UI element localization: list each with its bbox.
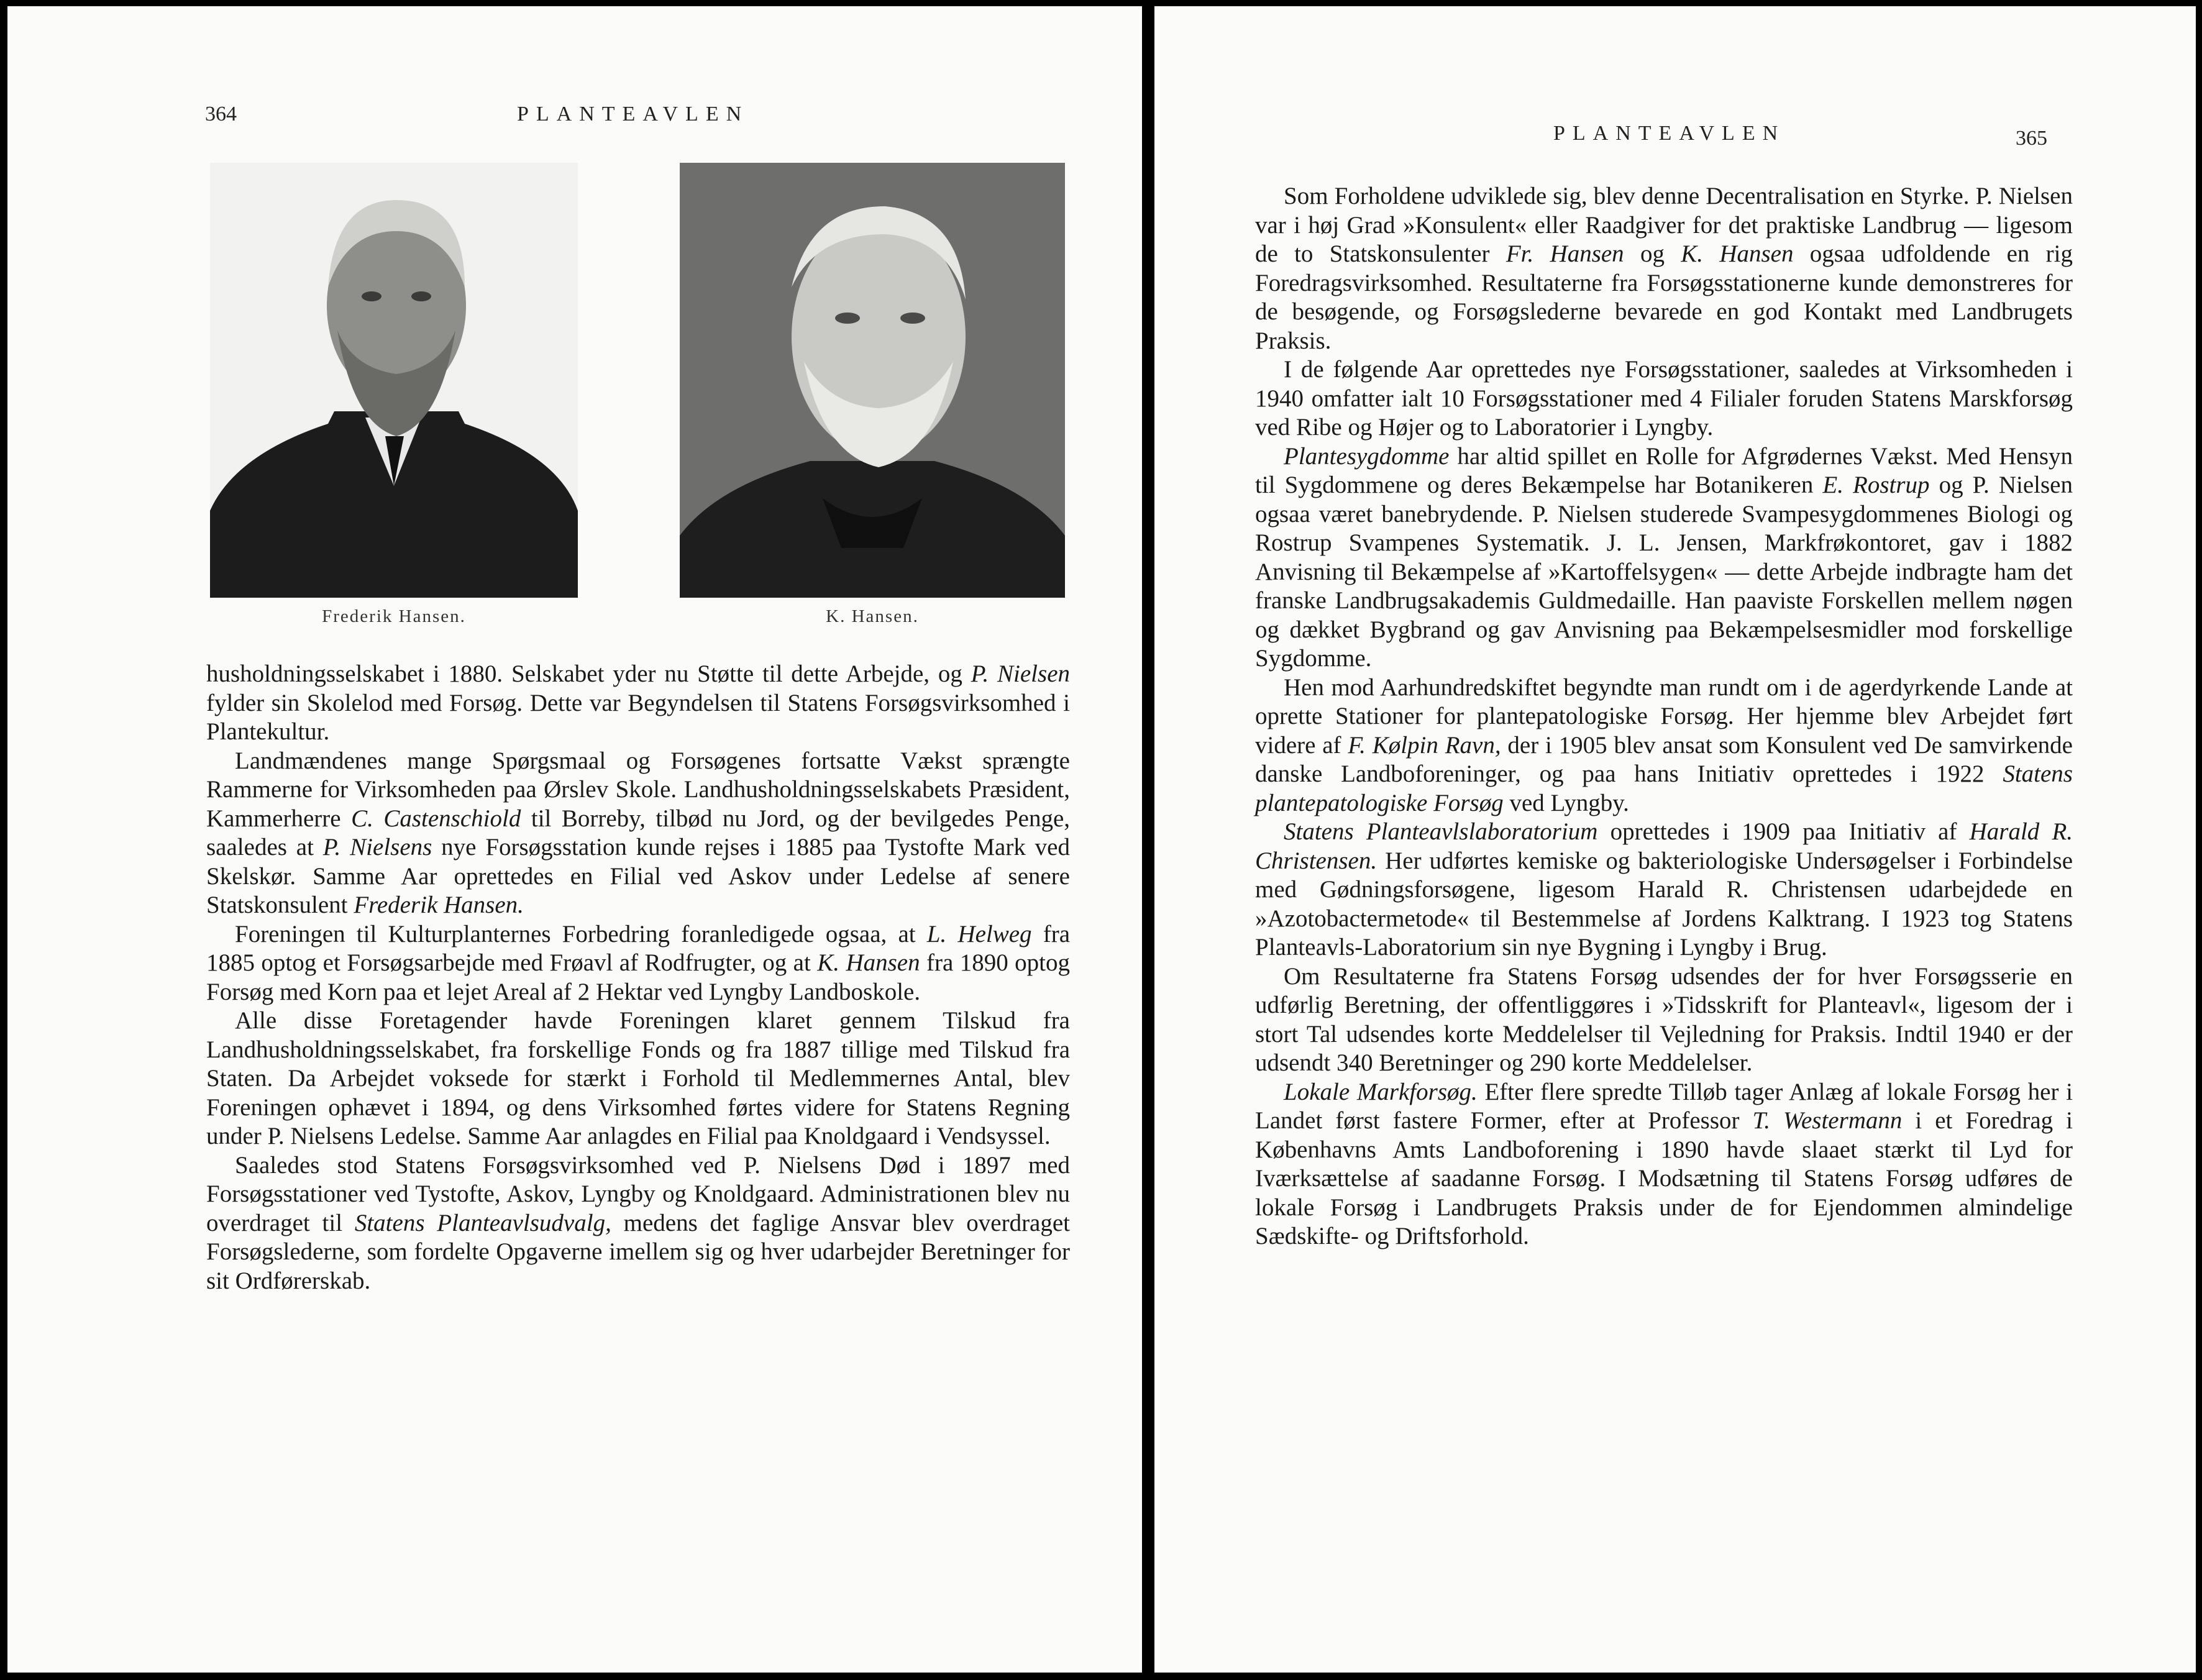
text-run: Landmændenes mange Spørgsmaal og Forsøgenes fortsatte Vækst sprængte Rammerne for Virksomheden paa Ørslev Skole. Landhusholdningsselskabets Præsident, Kammerherre [206,747,1070,832]
text-run: fylder sin Skolelod med Forsøg. Dette var Begyndelsen til Statens Forsøgsvirksomhed i Plantekultur. [206,689,1070,745]
text-run: Frederik Hansen. [354,892,524,918]
text-run: Foreningen til Kulturplanternes Forbedring foranledigede ogsaa, at [235,920,927,947]
right-page [1154,6,2196,1673]
text-run: K. Hansen [817,949,920,976]
text-run: Statens Planteavlslaboratorium [1284,818,1598,845]
text-run: P. Nielsens [322,834,432,861]
portrait-frederik-hansen-image [210,163,578,598]
text-run: Efter flere spredte Tilløb tager Anlæg af lokale Forsøg her i Landet først fastere Former, efter at Professor [1255,1078,2073,1134]
caption-frederik-hansen: Frederik Hansen. [322,606,466,626]
text-run: P. Nielsen [971,660,1071,687]
paragraph [1255,962,2073,1078]
portrait-k-hansen [680,163,1065,598]
right-body-text [1255,182,2073,1251]
paragraph [206,1007,1070,1151]
portrait-k-hansen-image [680,163,1065,598]
text-run: der i 1905 blev ansat som Konsulent ved De samvirkende danske Landboforeninger, og paa hans Initiativ oprettedes i 1922 [1255,731,2073,787]
text-run: I de følgende Aar oprettedes nye Forsøgsstationer, saaledes at Virksomheden i 1940 omfatter ialt 10 Forsøgsstationer med 4 Filialer foruden Statens Marskforsøg ved Ribe og Højer og to Laboratorier i Lyngby. [1255,356,2073,441]
text-run: og [1624,240,1681,267]
text-run: Lokale Markforsøg. [1284,1078,1478,1105]
text-run: til Borreby, tilbød nu Jord, og der bevilgedes Penge, saaledes at [206,805,1071,861]
text-run: C. Castenschiold [351,805,521,832]
text-run: K. Hansen [1681,240,1794,267]
text-run: og P. Nielsen ogsaa været banebrydende. P. Nielsen studerede Svampesygdommenes Biologi og Rostrup Svampenes Systematik. J. L. Jensen, Markfrøkontoret, gav i 1882 Anvisning til Bekæmpelse af »Kartoffelsygen« — dette Arbejde indbragte ham det franske Landbrugsakademis Guldmedaille. Han paaviste Forskellen mellem nøgen og dækket Bygbrand og gav Anvisning paa Bekæmpelsesmidler mod forskellige Sygdomme. [1255,472,2073,672]
text-run: Plantesygdomme [1284,442,1450,470]
text-run: Som Forholdene udviklede sig, blev denne Decentralisation en Styrke. P. Nielsen var i høj Grad »Konsulent« eller Raadgiver for det praktiske Landbrug — ligesom de to Statskonsulenter [1255,183,2073,267]
text-run: fra 1890 optog Forsøg med Korn paa et lejet Areal af 2 Hektar ved Lyngby Landboskole. [206,949,1070,1005]
text-run: Fr. Hansen [1505,240,1624,267]
text-run: nye Forsøgsstation kunde rejses i 1885 paa Tystofte Mark ved Skelskør. Samme Aar oprettedes en Filial ved Askov under Ledelse af senere Statskonsulent [206,834,1070,918]
text-run: medens det faglige Ansvar blev overdraget Forsøgslederne, som fordelte Opgaverne imellem sig og hver udarbejder Beretninger for sit Ordførerskab. [206,1209,1071,1294]
text-run: Saaledes stod Statens Forsøgsvirksomhed ved P. Nielsens Død i 1897 med Forsøgsstationer ved Tystofte, Askov, Lyngby og Knoldgaard. Administrationen blev nu overdraget til [206,1151,1070,1236]
text-run: ved Lyngby. [1503,789,1629,816]
paragraph [206,920,1070,1007]
paragraph [1255,1078,2073,1251]
text-run: E. Rostrup [1822,472,1930,498]
text-run: Harald R. Christensen. [1255,818,2073,874]
text-run: oprettedes i 1909 paa Initiativ af [1597,818,1970,845]
text-run: T. Westermann [1752,1107,1903,1134]
running-head: PLANTEAVLEN [1553,122,1786,145]
text-run: Hen mod Aarhundredskiftet begyndte man rundt om i de agerdyrkende Lande at oprette Stationer for plantepatologiske Forsøg. Her hjemme blev Arbejdet ført videre af [1255,673,2073,759]
text-run: i et Foredrag i Københavns Amts Landboforening i 1890 havde slaaet stærkt til Lyd for Iværksættelse af saadanne Forsøg. I Modsætning til Statens Forsøg udføres de lokale Forsøg i Landbrugets Praksis under de for Ejendommen almindelige Sædskifte- og Driftsforhold. [1255,1107,2073,1249]
caption-k-hansen: K. Hansen. [826,606,919,626]
paragraph [1255,818,2073,962]
text-run: Om Resultaterne fra Statens Forsøg udsendes der for hver Forsøgsserie en udførlig Beretning, der offentliggøres i »Tidsskrift for Planteavl«, ligesom der i stort Tal udsendes korte Meddelelser til Vejledning for Praksis. Indtil 1940 er der udsendt 340 Beretninger og 290 korte Meddelelser. [1255,962,2073,1076]
text-run: F. Kølpin Ravn, [1348,731,1501,759]
paragraph [206,660,1070,747]
text-run: Statens plantepatologiske Forsøg [1255,760,2073,816]
text-run: fra 1885 optog et Forsøgsarbejde med Frøavl af Rodfrugter, og at [206,920,1070,976]
text-run: har altid spillet en Rolle for Afgrødernes Vækst. Med Hensyn til Sygdommene og deres Bekæmpelse har Botanikeren [1255,442,2073,498]
page-number: 365 [2016,127,2047,150]
paragraph [1255,673,2073,818]
paragraph [1255,442,2073,673]
left-page [7,6,1142,1673]
paragraph [1255,355,2073,442]
text-run: Statens Planteavlsudvalg, [354,1209,611,1236]
page-number: 364 [205,103,237,126]
portrait-frederik-hansen [210,163,578,598]
text-run: Her udførtes kemiske og bakteriologiske Undersøgelser i Forbindelse med Gødningsforsøgene, ligesom Harald R. Christensen udarbejdede en »Azotobactermetode« til Bestemmelse af Jordens Kalktrang. I 1923 tog Statens Planteavls-Laboratorium sin nye Bygning i Lyngby i Brug. [1255,847,2073,961]
text-run: husholdningsselskabet i 1880. Selskabet yder nu Støtte til dette Arbejde, og [206,660,971,687]
running-head: PLANTEAVLEN [517,103,749,126]
paragraph [1255,182,2073,355]
paragraph [206,1151,1070,1296]
text-run: L. Helweg [926,920,1032,947]
text-run: Alle disse Foretagender havde Foreningen klaret gennem Tilskud fra Landhusholdningsselskabet, fra forskellige Fonds og fra 1887 tillige med Tilskud fra Staten. Da Arbejdet voksede for stærkt i Forhold til Medlemmernes Antal, blev Foreningen ophævet i 1894, og dens Virksomhed førtes videre for Statens Regning under P. Nielsens Ledelse. Samme Aar anlagdes en Filial paa Knoldgaard i Vendsyssel. [206,1007,1070,1149]
text-run: ogsaa udfoldende en rig Foredragsvirksomhed. Resultaterne fra Forsøgsstationerne kunde demonstreres for de besøgende, og Forsøgslederne bevarede en god Kontakt med Landbrugets Praksis. [1255,240,2073,354]
paragraph [206,747,1070,920]
left-body-text [206,660,1070,1295]
